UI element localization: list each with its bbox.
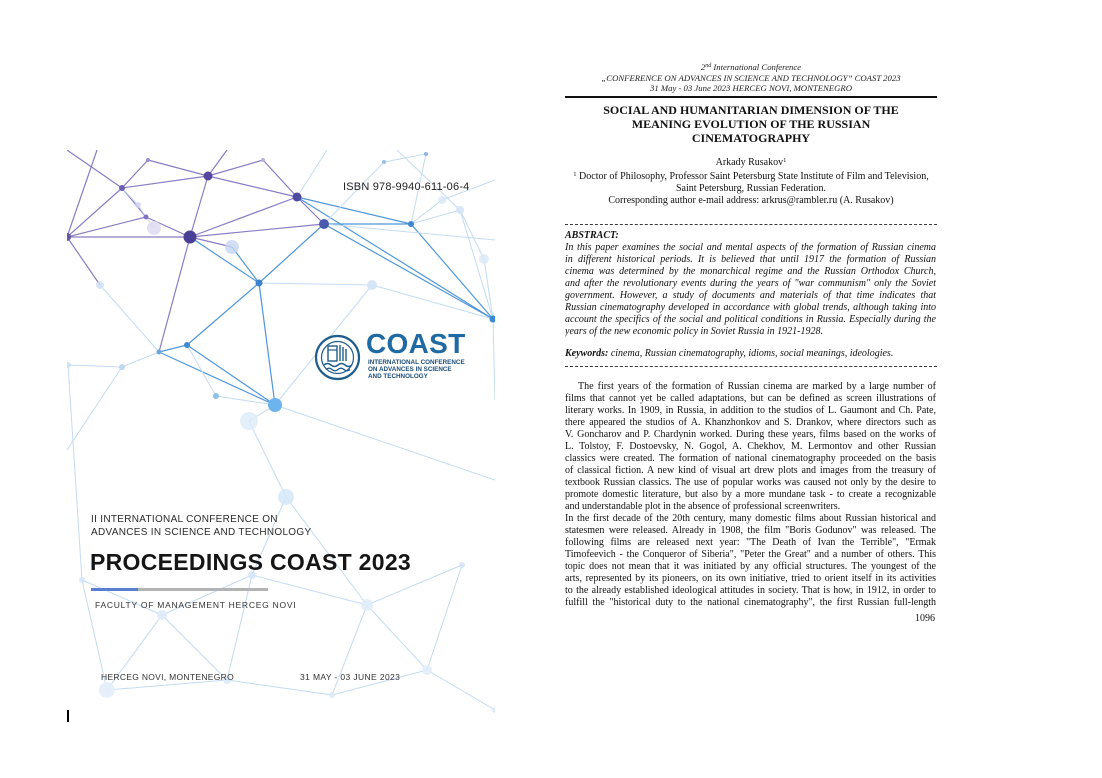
body-line: In the first decade of the 20th century, many domestic films about Russian historical and (565, 513, 936, 524)
network-node (146, 158, 150, 162)
proceedings-title: PROCEEDINGS COAST 2023 (90, 549, 412, 575)
network-edge (297, 197, 411, 224)
network-node (438, 196, 446, 204)
body-line: films that cannot yet be called adaptations, but can be defined as screen illustrations of (565, 393, 936, 404)
body-line: L. Tolstoy, F. Dostoevsky, N. Gogol, A. Chekhov, M. Lermontov and other Russian (565, 441, 936, 452)
network-edge (187, 345, 216, 396)
network-edge (208, 150, 227, 176)
paper-page (565, 0, 937, 778)
network-edge (67, 237, 100, 285)
network-node (135, 202, 141, 208)
network-edge (259, 283, 372, 285)
network-node (424, 152, 428, 156)
logo-tagline-line: INTERNATIONAL CONFERENCE (368, 359, 465, 366)
network-edge (411, 210, 460, 224)
body-line: topic does not mean that it was initiated by any official structures. The youngest of the (565, 561, 936, 572)
network-node (329, 692, 335, 698)
network-edge (190, 237, 259, 283)
network-edge (68, 365, 122, 367)
network-edge (122, 352, 159, 367)
conference-name-line: ADVANCES IN SCIENCE AND TECHNOLOGY (91, 527, 312, 538)
running-header-line (565, 62, 937, 73)
network-edge (460, 210, 484, 259)
network-node (459, 562, 465, 568)
dates-label: 31 MAY - 03 JUNE 2023 (300, 672, 401, 682)
logo-tagline-line: AND TECHNOLOGY (368, 373, 428, 380)
keywords-label: Keywords: (565, 348, 609, 359)
network-node (79, 577, 85, 583)
affiliation-text: Doctor of Philosophy, Professor Saint Petersburg State Institute of Film and Television, (576, 171, 929, 182)
network-node (422, 665, 432, 675)
network-edge (297, 197, 324, 224)
header-conference-label: International Conference (711, 62, 802, 72)
network-edge (159, 237, 190, 352)
network-edge (275, 405, 495, 480)
network-edge (372, 285, 493, 319)
abstract-line: In this paper examines the social and mental aspects of the formation of Russian cinema (565, 242, 936, 253)
network-edge (190, 176, 208, 237)
network-edge (227, 680, 332, 695)
affiliation-line: Saint Petersburg, Russian Federation. (675, 183, 827, 194)
affiliation-line (565, 171, 937, 183)
network-node (213, 393, 219, 399)
network-node (119, 185, 125, 191)
network-node (96, 281, 104, 289)
body-line: Timofeevich - the Conqueror of Siberia", "Peter the Great" and a number of others. This (565, 549, 936, 560)
abstract-line: years of the new economic policy in Soviet Russia in 1921-1928. (565, 326, 824, 337)
body-line: following films are released next year: "The Death of Ivan the Terrible", "Ermak (565, 537, 936, 548)
network-edge (162, 615, 227, 680)
network-node (225, 240, 239, 254)
title-underline-accent (91, 588, 138, 591)
network-edge (249, 421, 286, 497)
body-line: V. Goncharov and P. Chardynin worked. During these years, films based on the works of (565, 429, 936, 440)
network-node (144, 215, 149, 220)
body-line: arts, represented by its pioneers, on its own initiative, tried to orient itself in its activities (565, 573, 936, 584)
network-edge (208, 160, 263, 176)
network-node (157, 610, 167, 620)
author-name-text: Arkady Rusakov (715, 157, 784, 168)
network-edge (324, 162, 384, 224)
page-number: 1096 (915, 613, 935, 624)
network-edge (148, 160, 208, 176)
body-line: and understandable plot in the absence of professional screenwriters. (565, 501, 841, 512)
ordinal-suffix: nd (705, 63, 712, 69)
network-node (456, 206, 464, 214)
network-node (99, 682, 115, 698)
network-edge (263, 160, 297, 197)
network-node (256, 280, 263, 287)
network-node (204, 172, 213, 181)
network-node (157, 350, 162, 355)
network-edge (67, 367, 122, 450)
network-edge (68, 365, 82, 580)
abstract-line: account the specifics of the social and political conditions in Russia. Especially during the (565, 314, 936, 325)
network-edge (187, 345, 275, 405)
abstract-line: cinema was determined by the monarchical regime and the Russian Orthodox Church, (565, 266, 936, 277)
isbn-label: ISBN 978-9940-611-06-4 (343, 181, 470, 193)
network-node (240, 412, 258, 430)
body-paragraph (565, 381, 936, 513)
network-edge (324, 224, 493, 319)
network-edge (427, 670, 495, 710)
keywords-line (565, 348, 893, 360)
network-node (147, 221, 161, 235)
abstract-heading: ABSTRACT: (565, 230, 619, 241)
network-node (408, 221, 414, 227)
network-edge (208, 176, 297, 197)
paper-title-line: MEANING EVOLUTION OF THE RUSSIAN (631, 117, 871, 131)
network-node (361, 599, 373, 611)
network-edge (190, 197, 297, 237)
location-label: HERCEG NOVI, MONTENEGRO (101, 672, 234, 682)
network-node (382, 160, 386, 164)
body-line: promote domestic literature, but also by a more mundane task - to create a recognizable (565, 489, 936, 500)
header-rule (565, 96, 937, 98)
network-node (293, 193, 302, 202)
running-header-line: „CONFERENCE ON ADVANCES IN SCIENCE AND TECHNOLOGY” COAST 2023 (601, 72, 901, 83)
running-header-line: 31 May - 03 June 2023 HERCEG NOVI, MONTENEGRO (650, 83, 852, 93)
network-node (184, 231, 197, 244)
logo-tagline-line: ON ADVANCES IN SCIENCE (368, 366, 452, 373)
abstract-line: Russian cinematography developed in accordance with global trends, although taking into (565, 302, 936, 313)
network-graphic (67, 150, 495, 722)
abstract-line: in different historical periods. It is believed that until 1917 the formation of Russian (565, 254, 936, 265)
network-edge (297, 150, 327, 197)
conference-name-line: II INTERNATIONAL CONFERENCE ON (91, 514, 278, 525)
network-edge (367, 605, 427, 670)
affiliation-marker: 1 (573, 171, 577, 178)
corresponding-author-line: Corresponding author e-mail address: arkrus@rambler.ru (A. Rusakov) (608, 195, 894, 206)
body-line: fulfill the "historical duty to the national cinematography", the first Russian full-length (565, 597, 936, 608)
body-paragraph (565, 513, 936, 609)
body-line: statesmen were released. Already in 1908, the film "Boris Godunov" was released. The (565, 525, 936, 536)
paper-title-line: SOCIAL AND HUMANITARIAN DIMENSION OF THE (603, 103, 899, 117)
network-edge (427, 565, 462, 670)
author-name (565, 157, 937, 169)
body-line: The first years of the formation of Russian cinema are marked by a large number of (578, 381, 936, 392)
title-underline-gray (138, 588, 268, 591)
network-edge (122, 160, 148, 188)
network-node (67, 362, 71, 368)
network-node (119, 364, 125, 370)
abstract-line: government. However, a study of documents and materials of that time indicates that (565, 290, 936, 301)
body-line: textbook Russian classics. The use of popular works was caused not only by the desire to (565, 477, 936, 488)
text-cursor-mark (67, 710, 69, 722)
body-line: of classical fiction. A new kind of visual art drew plots and images from the treasury of (565, 465, 936, 476)
coast-logo-text: COAST (366, 328, 466, 359)
network-edge (493, 319, 495, 400)
dashed-separator (565, 366, 937, 367)
network-node (268, 398, 282, 412)
network-node (184, 342, 190, 348)
network-node (278, 489, 294, 505)
paper-title-line: CINEMATOGRAPHY (691, 131, 811, 145)
body-line: classics were created. The formation of national cinematography proceeded on the basis (565, 453, 936, 464)
ordinal-number: 2 (700, 62, 706, 72)
dashed-separator (565, 224, 937, 225)
network-edge (187, 283, 259, 345)
body-line: literary works. In 1909, in Russia, in addition to the studios of L. Gaumont and Ch. Pate, (565, 405, 936, 416)
faculty-label: FACULTY OF MANAGEMENT HERCEG NOVI (95, 600, 297, 610)
keywords-text: cinema, Russian cinematography, idioms, social meanings, ideologies. (608, 348, 894, 359)
network-edge (259, 283, 275, 405)
network-edge (122, 188, 138, 205)
network-edge (122, 176, 208, 188)
network-edge (297, 197, 493, 319)
body-line: to the already established ideological attitudes in society. That is how, in 1912, in order to (565, 585, 936, 596)
network-node (261, 158, 265, 162)
network-node (367, 280, 377, 290)
coast-emblem-icon (314, 334, 361, 381)
proceedings-cover (67, 150, 495, 722)
abstract-text (565, 242, 936, 338)
network-edge (159, 345, 187, 352)
network-edge (190, 224, 324, 237)
network-edge (100, 285, 159, 352)
network-edge (259, 224, 324, 283)
network-node (492, 707, 495, 713)
abstract-line: and after the revolutionary events during the years of "war communism" only the Soviet (565, 278, 936, 289)
network-node (319, 219, 329, 229)
network-edge (397, 150, 460, 210)
network-node (479, 254, 489, 264)
body-line: there appeared the studios of A. Khanzhonkov and S. Drankov, where directors such as (565, 417, 936, 428)
author-marker: 1 (783, 157, 787, 164)
